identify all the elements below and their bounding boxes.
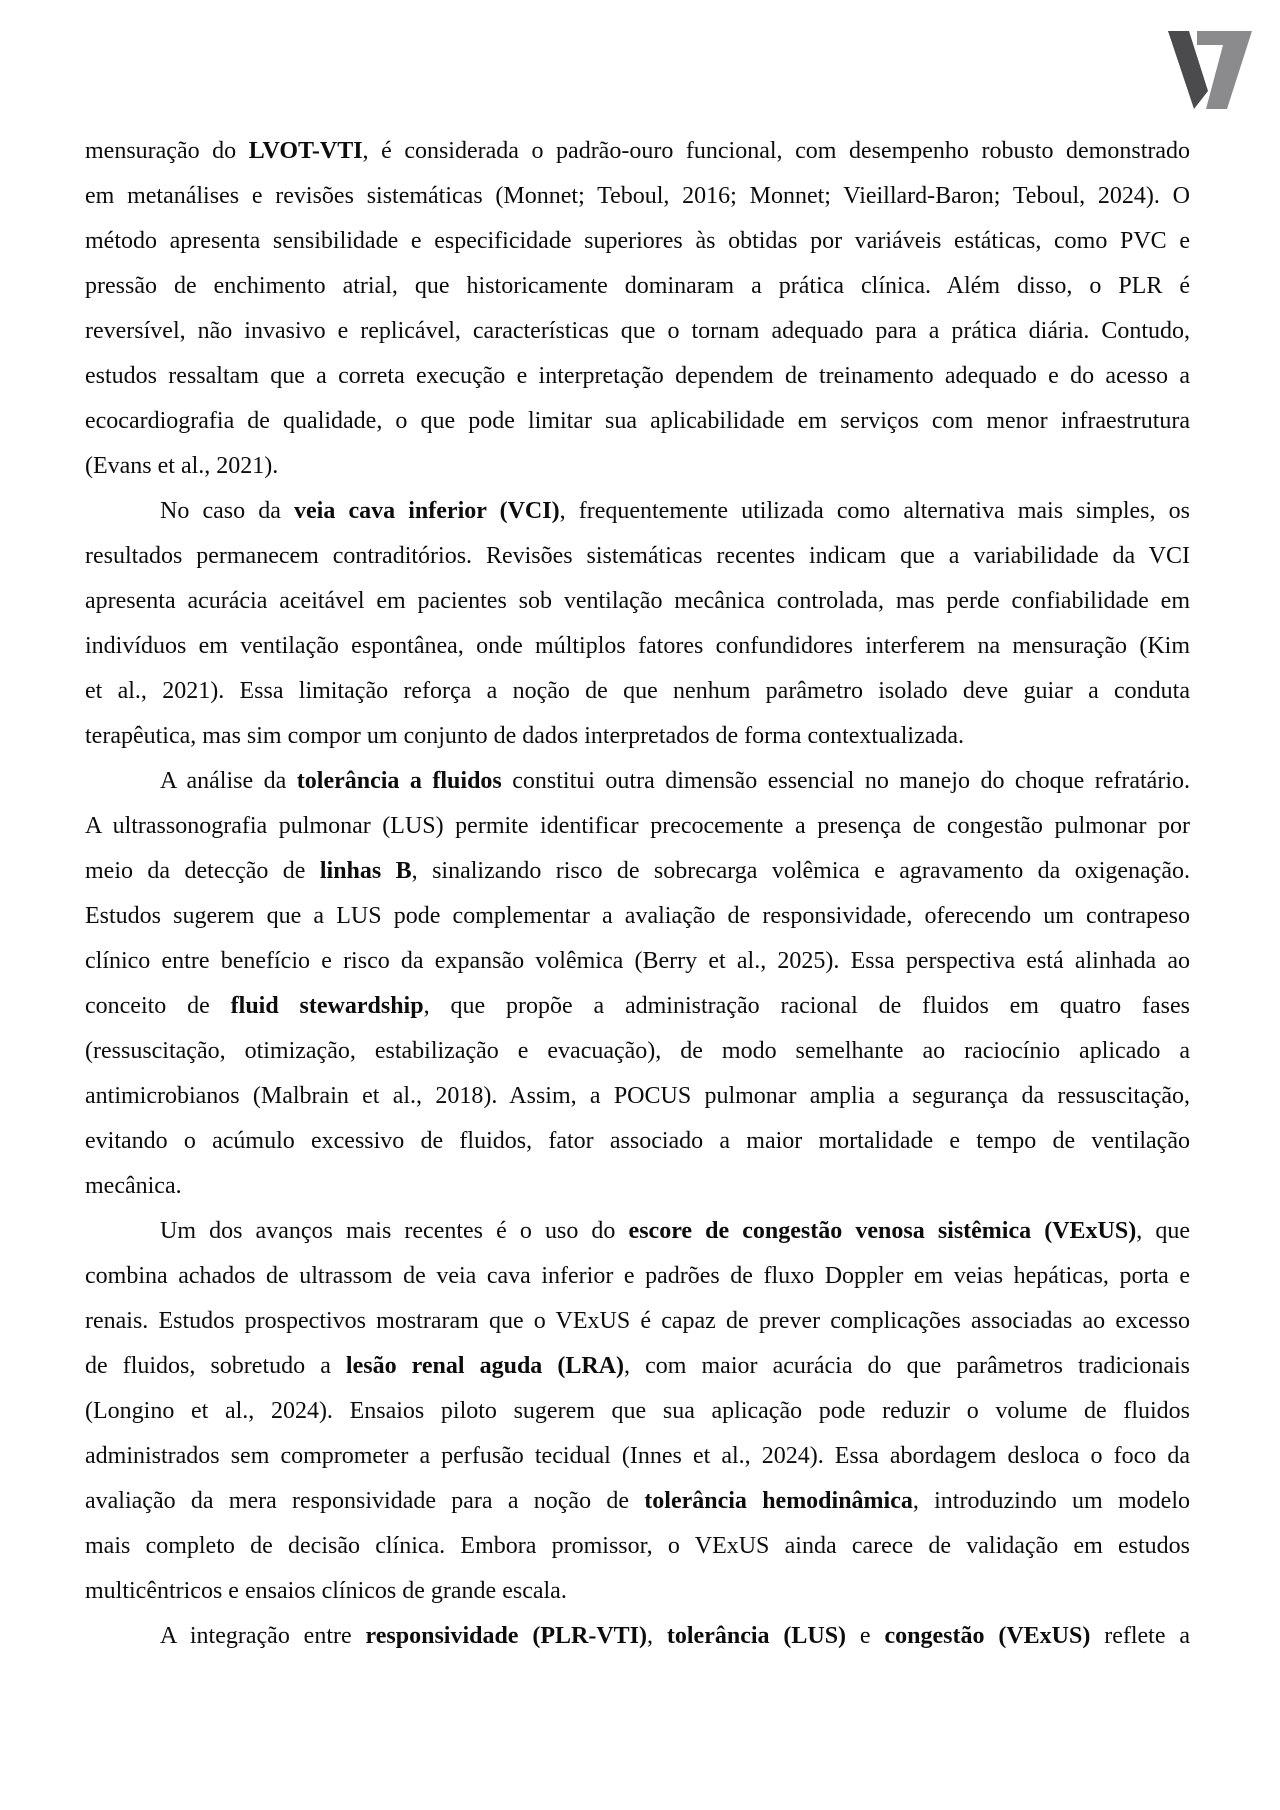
text-line [85,759,1190,804]
bold-term: tolerância hemodinâmica [644,1488,913,1514]
text-run: reversível, não invasivo e replicável, características que o tornam adequado para a prática diária. Contudo, [85,318,1190,344]
text-line [85,579,1190,624]
text-line [85,489,1190,534]
text-line [85,714,1190,759]
text-line [85,129,1190,174]
text-run: apresenta acurácia aceitável em pacientes sob ventilação mecânica controlada, mas perde confiabilidade em [85,588,1190,614]
text-line [85,264,1190,309]
bold-term: congestão (VExUS) [884,1623,1091,1649]
text-run: evitando o acúmulo excessivo de fluidos, fator associado a maior mortalidade e tempo de ventilação [85,1128,1190,1154]
text-run: et al., 2021). Essa limitação reforça a noção de que nenhum parâmetro isolado deve guiar a conduta [85,678,1190,704]
text-run: conceito de [85,993,231,1019]
paragraph [85,759,1190,1209]
text-run: Um dos avanços mais recentes é o uso do [160,1218,629,1244]
text-run: mais completo de decisão clínica. Embora promissor, o VExUS ainda carece de validação em estudos [85,1533,1190,1559]
text-run: (Longino et al., 2024). Ensaios piloto sugerem que sua aplicação pode reduzir o volume de fluidos [85,1398,1190,1424]
text-line [85,174,1190,219]
text-run: terapêutica, mas sim compor um conjunto de dados interpretados de forma contextualizada. [85,723,965,749]
text-run: No caso da [160,498,295,524]
text-run: , que propõe a administração racional de fluidos em quatro fases [423,993,1190,1019]
text-run: A análise da [160,768,297,794]
text-run: ecocardiografia de qualidade, o que pode limitar sua aplicabilidade em serviços com menor infraestrutura [85,408,1190,434]
text-run: (Evans et al., 2021). [85,453,279,479]
text-line [85,984,1190,1029]
text-run: , sinalizando risco de sobrecarga volêmica e agravamento da oxigenação. [411,858,1190,884]
text-line [85,1074,1190,1119]
paragraph [85,129,1190,489]
text-run: constitui outra dimensão essencial no manejo do choque refratário. [501,768,1190,794]
text-line [85,219,1190,264]
text-run: renais. Estudos prospectivos mostraram que o VExUS é capaz de prever complicações associadas ao excesso [85,1308,1190,1334]
text-run: de fluidos, sobretudo a [85,1353,346,1379]
text-line [85,1524,1190,1569]
bold-term: lesão renal aguda (LRA) [345,1353,625,1379]
text-run: reflete a [1090,1623,1190,1649]
text-line [85,1254,1190,1299]
bold-term: veia cava inferior (VCI) [294,498,560,524]
text-run: , é considerada o padrão-ouro funcional, com desempenho robusto demonstrado [362,138,1190,164]
paragraph [85,1614,1190,1659]
text-run: A integração entre [160,1623,366,1649]
text-run: estudos ressaltam que a correta execução e interpretação dependem de treinamento adequado e do acesso a [85,363,1190,389]
text-run: meio da detecção de [85,858,320,884]
text-run: clínico entre benefício e risco da expansão volêmica (Berry et al., 2025). Essa perspectiva está alinhada ao [85,948,1190,974]
text-line [85,444,1190,489]
text-run: indivíduos em ventilação espontânea, onde múltiplos fatores confundidores interferem na mensuração (Kim [85,633,1190,659]
text-line [85,849,1190,894]
v7-logo [1168,29,1254,111]
document-text [85,129,1190,1659]
text-line [85,1569,1190,1614]
text-line [85,894,1190,939]
text-line [85,1434,1190,1479]
bold-term: escore de congestão venosa sistêmica (VExUS) [628,1218,1137,1244]
text-line [85,1164,1190,1209]
text-line [85,624,1190,669]
bold-term: tolerância (LUS) [666,1623,847,1649]
text-line [85,1029,1190,1074]
text-line [85,1479,1190,1524]
paragraph [85,489,1190,759]
text-run: combina achados de ultrassom de veia cava inferior e padrões de fluxo Doppler em veias hepáticas, porta e [85,1263,1190,1289]
text-line [85,309,1190,354]
bold-term: LVOT-VTI [248,138,363,164]
text-run: avaliação da mera responsividade para a noção de [85,1488,645,1514]
text-run: multicêntricos e ensaios clínicos de grande escala. [85,1578,567,1604]
logo-mark-icon [1168,29,1254,111]
bold-term: linhas B [319,858,412,884]
bold-term: responsividade (PLR-VTI) [365,1623,647,1649]
text-line [85,1209,1190,1254]
text-run: pressão de enchimento atrial, que historicamente dominaram a prática clínica. Além disso, o PLR é [85,273,1190,299]
text-run: mensuração do [85,138,249,164]
text-line [85,1344,1190,1389]
text-line [85,399,1190,444]
bold-term: fluid stewardship [230,993,424,1019]
text-line [85,1119,1190,1164]
bold-term: tolerância a fluidos [296,768,502,794]
text-run: administrados sem comprometer a perfusão tecidual (Innes et al., 2024). Essa abordagem desloca o foco da [85,1443,1190,1469]
text-run: Estudos sugerem que a LUS pode complementar a avaliação de responsividade, oferecendo um contrapeso [85,903,1190,929]
text-run: antimicrobianos (Malbrain et al., 2018). Assim, a POCUS pulmonar amplia a segurança da ressuscitação, [85,1083,1190,1109]
text-run: e [846,1623,885,1649]
text-run: em metanálises e revisões sistemáticas (Monnet; Teboul, 2016; Monnet; Vieillard-Baron; Teboul, 2024). O [85,183,1190,209]
text-line [85,804,1190,849]
text-run: , que [1136,1218,1190,1244]
text-run: (ressuscitação, otimização, estabilização e evacuação), de modo semelhante ao raciocínio aplicado a [85,1038,1190,1064]
text-line [85,1389,1190,1434]
text-line [85,1614,1190,1659]
text-run: A ultrassonografia pulmonar (LUS) permite identificar precocemente a presença de congestão pulmonar por [85,813,1190,839]
text-run: , com maior acurácia do que parâmetros tradicionais [624,1353,1190,1379]
text-run: mecânica. [85,1173,182,1199]
text-line [85,354,1190,399]
text-run: , frequentemente utilizada como alternativa mais simples, os [559,498,1190,524]
text-line [85,939,1190,984]
text-run: , introduzindo um modelo [912,1488,1190,1514]
text-line [85,1299,1190,1344]
text-line [85,534,1190,579]
paragraph [85,1209,1190,1614]
text-line [85,669,1190,714]
logo-seven-stroke [1197,31,1252,109]
text-run: resultados permanecem contraditórios. Revisões sistemáticas recentes indicam que a variabilidade da VCI [85,543,1190,569]
text-run: , [647,1623,667,1649]
text-run: método apresenta sensibilidade e especificidade superiores às obtidas por variáveis estáticas, como PVC e [85,228,1190,254]
